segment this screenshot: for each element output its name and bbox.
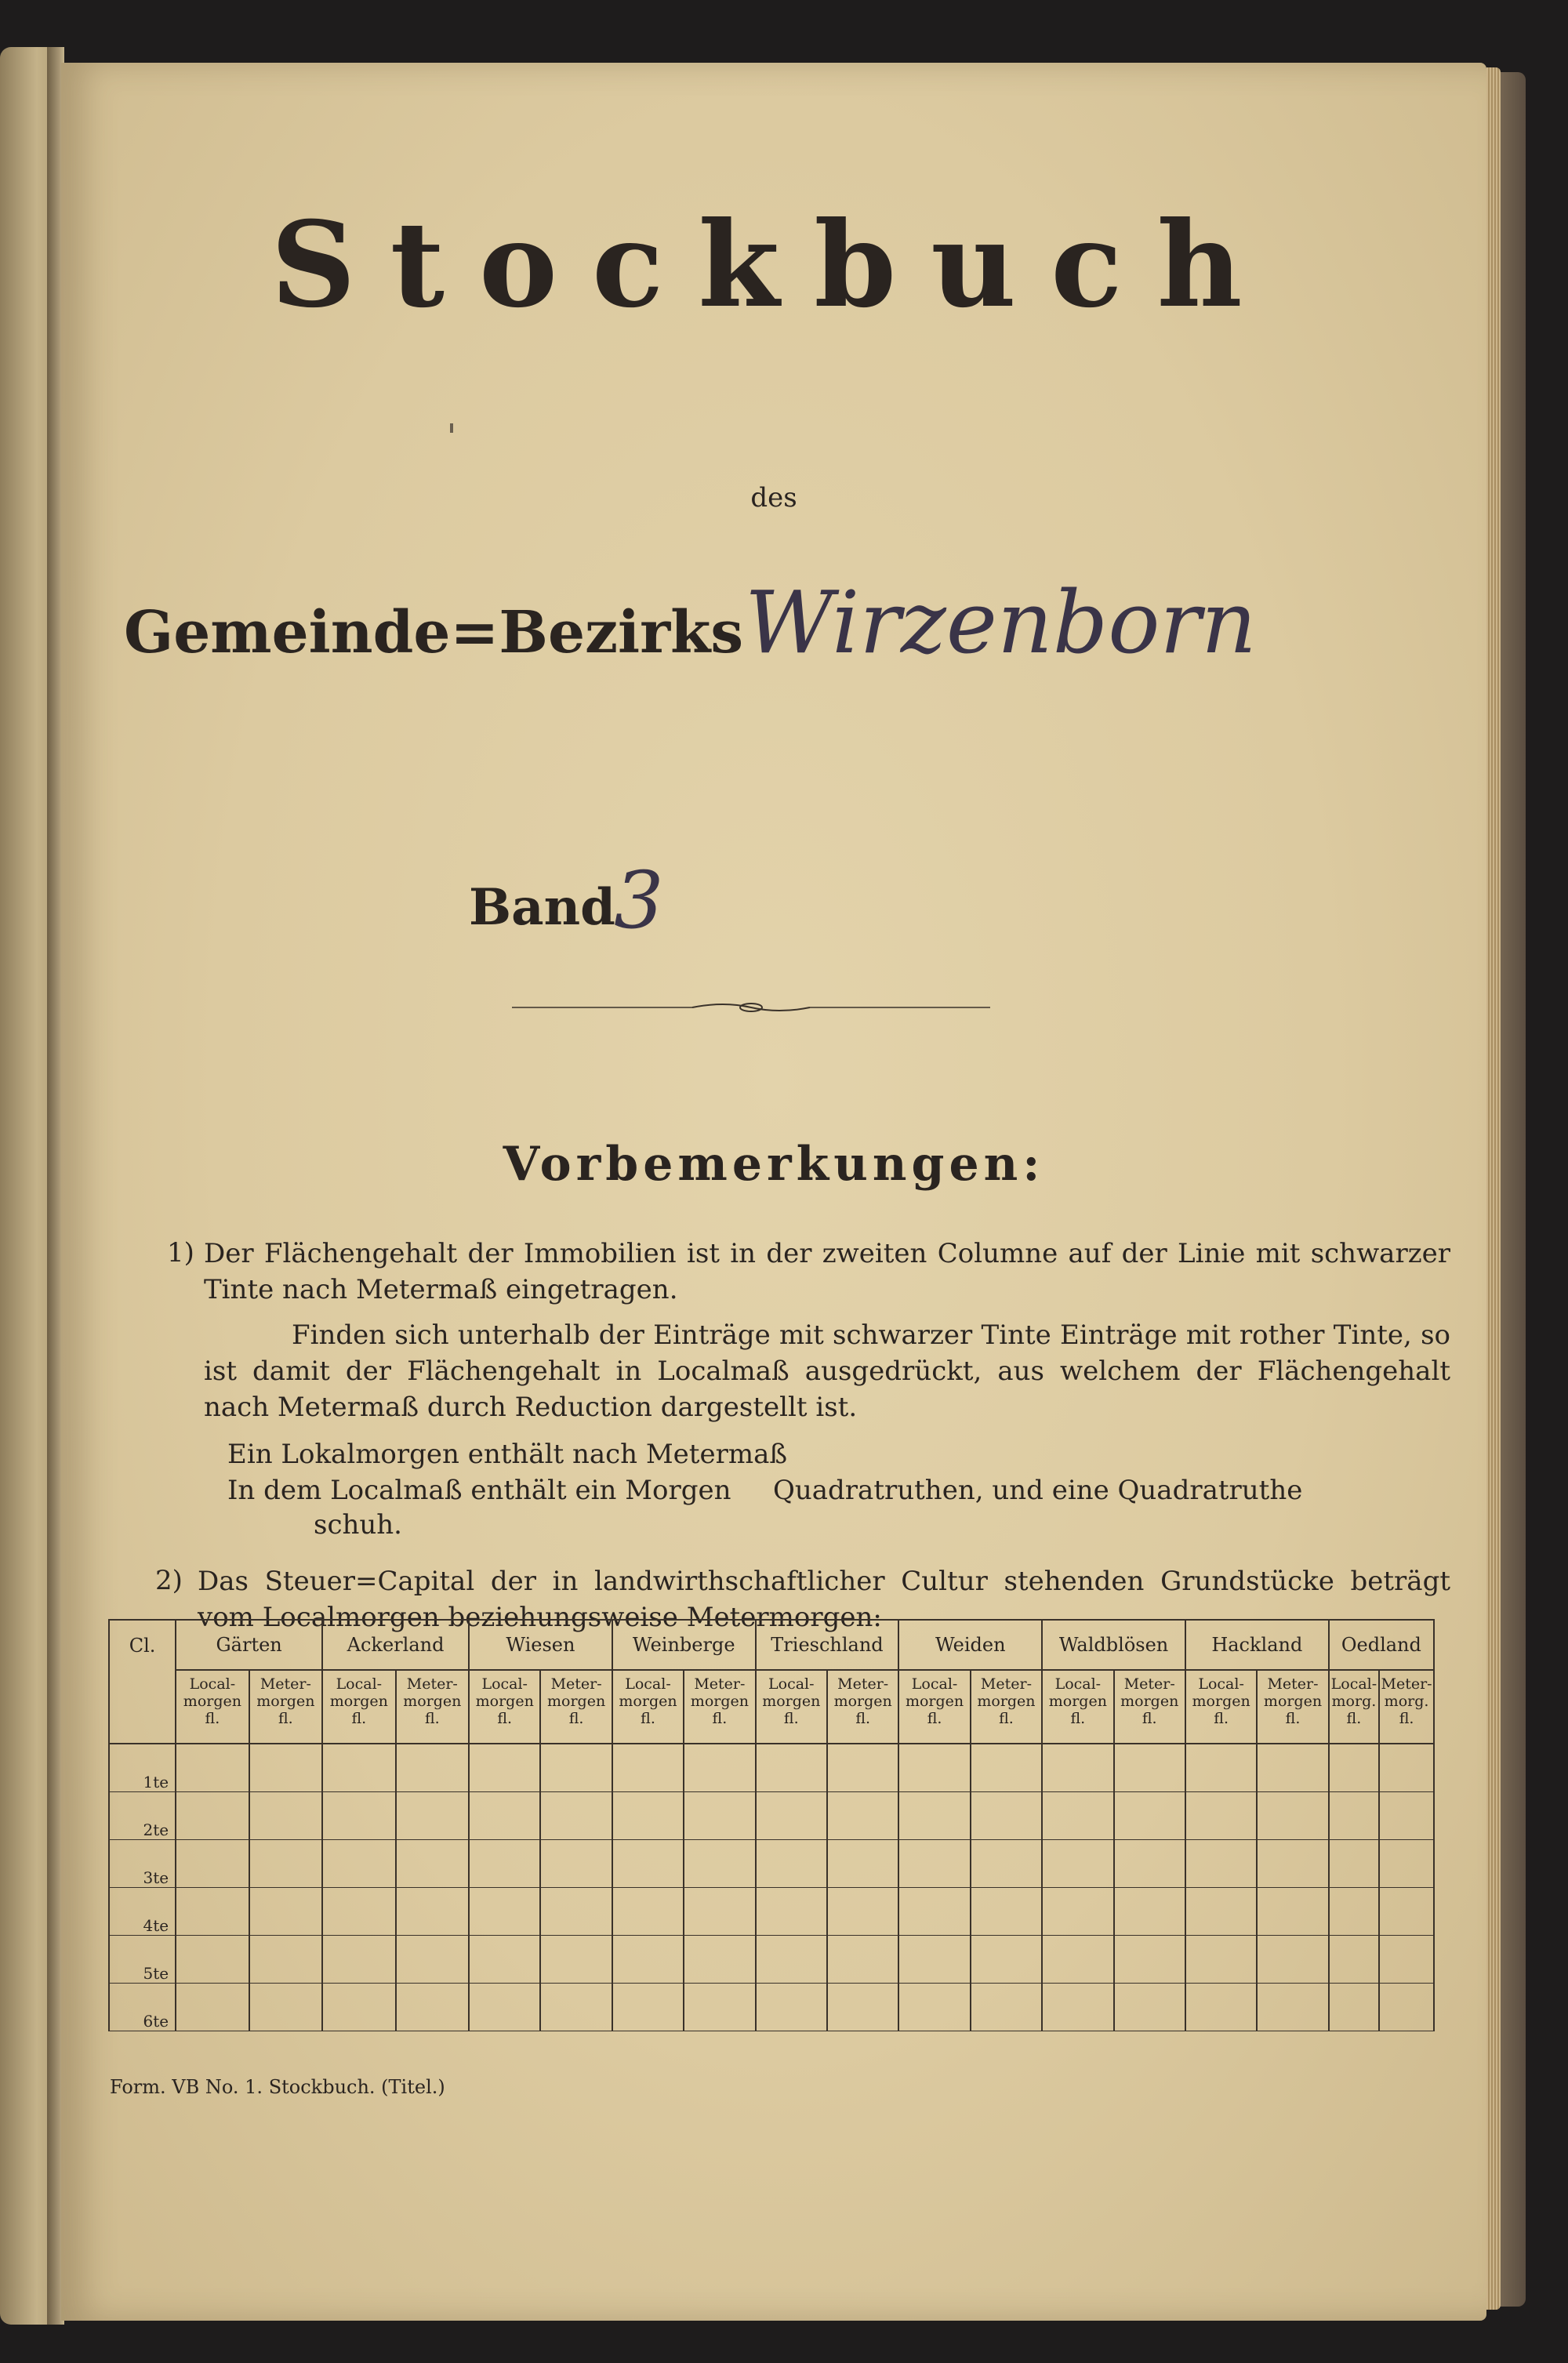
table-cell xyxy=(1379,1984,1434,2031)
table-cell xyxy=(249,1744,322,1792)
table-cell xyxy=(249,1984,322,2031)
table-cell xyxy=(612,1744,684,1792)
table-cell xyxy=(1257,1840,1328,1888)
item1-lokalmorgen: Ein Lokalmorgen enthält nach Metermaß xyxy=(227,1439,788,1470)
table-cell xyxy=(827,1936,898,1984)
table-cell xyxy=(1185,1744,1257,1792)
table-cell xyxy=(756,1792,827,1840)
table-cell xyxy=(469,1792,540,1840)
table-cell xyxy=(684,1744,755,1792)
table-cell xyxy=(1257,1888,1328,1936)
table-cell xyxy=(1042,1888,1113,1936)
table-cell xyxy=(1379,1888,1434,1936)
table-cell xyxy=(971,1888,1042,1936)
class-header: Cl. xyxy=(109,1620,176,1744)
table-cell xyxy=(971,1936,1042,1984)
table-cell xyxy=(540,1744,612,1792)
table-cell xyxy=(1329,1840,1379,1888)
item1-number: 1) xyxy=(167,1237,194,1269)
table-cell xyxy=(249,1840,322,1888)
table-cell xyxy=(1379,1936,1434,1984)
table-cell xyxy=(1257,1936,1328,1984)
table-cell xyxy=(756,1936,827,1984)
table-cell xyxy=(612,1840,684,1888)
table-cell xyxy=(1329,1984,1379,2031)
table-cell xyxy=(540,1936,612,1984)
sub-header-meter: Meter- morgen fl. xyxy=(1257,1670,1328,1744)
group-header: Weiden xyxy=(898,1620,1042,1670)
table-cell xyxy=(971,1840,1042,1888)
table-cell xyxy=(1379,1840,1434,1888)
sub-header-meter: Meter- morgen fl. xyxy=(540,1670,612,1744)
table-cell xyxy=(469,1888,540,1936)
class-label: 2te xyxy=(109,1792,176,1840)
table-cell xyxy=(322,1744,395,1792)
table-cell xyxy=(756,1984,827,2031)
table-cell xyxy=(898,1744,970,1792)
table-cell xyxy=(396,1840,469,1888)
table-cell xyxy=(756,1888,827,1936)
table-cell xyxy=(249,1888,322,1936)
sub-header-meter: Meter- morg. fl. xyxy=(1379,1670,1434,1744)
table-cell xyxy=(176,1744,249,1792)
item1-localmass: In dem Localmaß enthält ein Morgen xyxy=(227,1475,731,1506)
table-cell xyxy=(684,1984,755,2031)
group-header: Gärten xyxy=(176,1620,322,1670)
item1-text: Der Flächengehalt der Immobilien ist in der zweiten Columne auf der Linie mit schwarzer Tinte nach Metermaß eingetragen. xyxy=(204,1238,1450,1305)
table-cell xyxy=(396,1792,469,1840)
sub-header-local: Local- morgen fl. xyxy=(469,1670,540,1744)
table-cell xyxy=(176,1936,249,1984)
table-cell xyxy=(322,1840,395,1888)
table-cell xyxy=(1329,1744,1379,1792)
table-cell xyxy=(176,1792,249,1840)
item1-quadratruthen: Quadratruthen, und eine Quadratruthe xyxy=(773,1475,1303,1506)
sub-header-meter: Meter- morgen fl. xyxy=(249,1670,322,1744)
table-cell xyxy=(540,1888,612,1936)
table-row xyxy=(109,1792,1434,1840)
sub-header-meter: Meter- morgen fl. xyxy=(684,1670,755,1744)
table-cell xyxy=(1114,1984,1185,2031)
group-header: Trieschland xyxy=(756,1620,899,1670)
table-cell xyxy=(1257,1984,1328,2031)
table-cell xyxy=(827,1984,898,2031)
gemeinde-name-handwritten: Wirzenborn xyxy=(745,572,1257,673)
table-cell xyxy=(1042,1744,1113,1792)
table-row xyxy=(109,1936,1434,1984)
table-cell xyxy=(684,1840,755,1888)
table-cell xyxy=(1042,1840,1113,1888)
table-cell xyxy=(469,1984,540,2031)
table-cell xyxy=(1114,1744,1185,1792)
table-cell xyxy=(898,1840,970,1888)
table-cell xyxy=(1114,1792,1185,1840)
table-cell xyxy=(1114,1936,1185,1984)
sub-header-meter: Meter- morgen fl. xyxy=(396,1670,469,1744)
table-cell xyxy=(469,1936,540,1984)
table-cell xyxy=(249,1936,322,1984)
form-footer: Form. VB No. 1. Stockbuch. (Titel.) xyxy=(110,2076,445,2098)
band-line xyxy=(469,855,782,949)
pencil-mark xyxy=(450,423,453,433)
table-cell xyxy=(971,1744,1042,1792)
gemeinde-line xyxy=(124,572,1457,682)
sub-header-local: Local- morgen fl. xyxy=(898,1670,970,1744)
group-header: Hackland xyxy=(1185,1620,1329,1670)
table-cell xyxy=(176,1888,249,1936)
sub-header-local: Local- morgen fl. xyxy=(176,1670,249,1744)
table-cell xyxy=(1185,1936,1257,1984)
table-cell xyxy=(684,1888,755,1936)
table-cell xyxy=(1329,1888,1379,1936)
item2-number: 2) xyxy=(155,1565,183,1596)
table-cell xyxy=(1042,1792,1113,1840)
item1-text-red-ink: Finden sich unterhalb der Einträge mit schwarzer Tinte Einträge mit rother Tinte, so ist damit der Flächengehalt in Localmaß ausgedrückt, aus welchem der Flächengehalt nach Metermaß durch Reduction dargestellt ist. xyxy=(204,1319,1450,1423)
table-cell xyxy=(612,1936,684,1984)
table-cell xyxy=(1185,1888,1257,1936)
table-row xyxy=(109,1888,1434,1936)
class-label: 3te xyxy=(109,1840,176,1888)
des-label: des xyxy=(750,482,797,514)
sub-header-local: Local- morgen fl. xyxy=(756,1670,827,1744)
title-page xyxy=(61,63,1486,2321)
class-label: 4te xyxy=(109,1888,176,1936)
table-cell xyxy=(540,1984,612,2031)
item1-schuh: schuh. xyxy=(314,1509,402,1541)
band-number-handwritten: 3 xyxy=(614,855,664,946)
sub-header-meter: Meter- morgen fl. xyxy=(1114,1670,1185,1744)
class-label: 6te xyxy=(109,1984,176,2031)
table-cell xyxy=(469,1840,540,1888)
table-cell xyxy=(322,1888,395,1936)
table-cell xyxy=(971,1792,1042,1840)
page-stack-edge xyxy=(1486,67,1501,2310)
table-row xyxy=(109,1984,1434,2031)
table-cell xyxy=(1042,1984,1113,2031)
table-cell xyxy=(322,1936,395,1984)
sub-header-meter: Meter- morgen fl. xyxy=(827,1670,898,1744)
sub-header-meter: Meter- morgen fl. xyxy=(971,1670,1042,1744)
table-cell xyxy=(756,1744,827,1792)
book-title: Stockbuch xyxy=(270,196,1277,334)
group-header: Wiesen xyxy=(469,1620,612,1670)
sub-header-local: Local- morgen fl. xyxy=(1185,1670,1257,1744)
table-cell xyxy=(322,1792,395,1840)
group-header: Weinberge xyxy=(612,1620,756,1670)
class-label: 5te xyxy=(109,1936,176,1984)
table-row xyxy=(109,1744,1434,1792)
sub-header-local: Local- morgen fl. xyxy=(612,1670,684,1744)
table-cell xyxy=(540,1840,612,1888)
table-cell xyxy=(1114,1888,1185,1936)
table-cell xyxy=(540,1792,612,1840)
table-cell xyxy=(827,1792,898,1840)
table-cell xyxy=(396,1984,469,2031)
table-cell xyxy=(1257,1792,1328,1840)
table-cell xyxy=(684,1936,755,1984)
vorbemerkungen-heading: Vorbemerkungen: xyxy=(503,1137,1045,1192)
band-label: Band xyxy=(469,878,615,937)
table-cell xyxy=(469,1744,540,1792)
table-cell xyxy=(898,1792,970,1840)
table-cell xyxy=(1257,1744,1328,1792)
table-cell xyxy=(612,1792,684,1840)
table-cell xyxy=(322,1984,395,2031)
sub-header-local: Local- morgen fl. xyxy=(322,1670,395,1744)
table-cell xyxy=(1114,1840,1185,1888)
table-cell xyxy=(612,1888,684,1936)
class-label: 1te xyxy=(109,1744,176,1792)
table-row xyxy=(109,1840,1434,1888)
table-cell xyxy=(1379,1792,1434,1840)
group-header: Oedland xyxy=(1329,1620,1434,1670)
table-cell xyxy=(827,1840,898,1888)
table-cell xyxy=(612,1984,684,2031)
table-cell xyxy=(1042,1936,1113,1984)
table-cell xyxy=(1185,1792,1257,1840)
table-cell xyxy=(1185,1840,1257,1888)
table-cell xyxy=(684,1792,755,1840)
table-cell xyxy=(1329,1792,1379,1840)
table-cell xyxy=(898,1936,970,1984)
table-cell xyxy=(249,1792,322,1840)
table-cell xyxy=(396,1936,469,1984)
table-cell xyxy=(898,1984,970,2031)
group-header: Ackerland xyxy=(322,1620,469,1670)
ornamental-divider xyxy=(512,1000,990,1015)
table-cell xyxy=(827,1744,898,1792)
table-cell xyxy=(756,1840,827,1888)
gemeinde-label: Gemeinde=Bezirks xyxy=(124,599,744,666)
table-cell xyxy=(176,1984,249,2031)
item2-text: Das Steuer=Capital der in landwirthschaftlicher Cultur stehenden Grundstücke beträgt vom Localmorgen beziehungsweise Metermorgen: xyxy=(198,1566,1450,1633)
table-cell xyxy=(1329,1936,1379,1984)
table-cell xyxy=(827,1888,898,1936)
table-cell xyxy=(396,1888,469,1936)
table-cell xyxy=(396,1744,469,1792)
table-cell xyxy=(971,1984,1042,2031)
group-header: Waldblösen xyxy=(1042,1620,1185,1670)
sub-header-local: Local- morg. fl. xyxy=(1329,1670,1379,1744)
table-cell xyxy=(898,1888,970,1936)
table-cell xyxy=(1379,1744,1434,1792)
sub-header-local: Local- morgen fl. xyxy=(1042,1670,1113,1744)
steuer-capital-table xyxy=(108,1619,1435,2031)
table-cell xyxy=(1185,1984,1257,2031)
table-cell xyxy=(176,1840,249,1888)
